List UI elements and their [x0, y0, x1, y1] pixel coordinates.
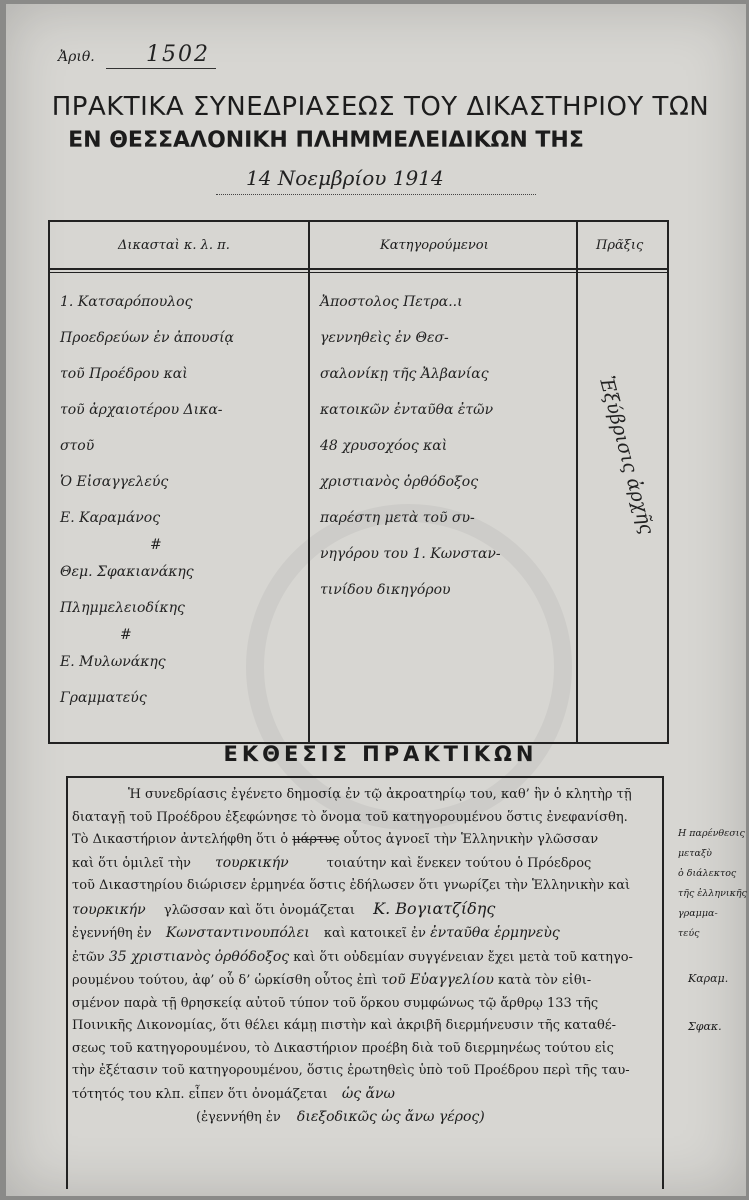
body-line [72, 898, 656, 923]
accused-line: κατοικῶν ἐνταῦθα ἐτῶν [320, 402, 494, 418]
judge-line: Θεμ. Σφακιανάκης [60, 564, 194, 580]
case-table [48, 220, 669, 744]
column-header-act: Πρᾶξις [596, 238, 644, 253]
accused-line: χριστιανὸς ὀρθόδοξος [320, 474, 479, 490]
judge-line: Ε. Καραμάνος [60, 510, 161, 526]
body-line [72, 1106, 656, 1130]
margin-line: τῆς ἑλληνικῆς [678, 888, 747, 899]
body-line: τοῦ Δικαστηρίου διώρισεν ἑρμηνέα ὅστις ἐδήλωσεν ὅτι γνωρίζει τὴν Ἑλληνικὴν καὶ [72, 878, 631, 893]
margin-line: τεύς [678, 928, 700, 939]
body-text: καὶ ὅτι ὁμιλεῖ τὴν [72, 855, 191, 871]
body-text: καὶ ὅτι οὐδεμίαν συγγένειαν ἔχει μετὰ τοῦ κατηγο- [293, 949, 633, 965]
body-text: τοιαύτην καὶ ἕνεκεν τούτου ὁ Πρόεδρος [326, 855, 592, 871]
body-text: (ἐγεννήθη ἐν [196, 1110, 281, 1125]
section-rule [66, 776, 664, 778]
record-number: 1502 [146, 42, 210, 67]
margin-signature: Σφακ. [688, 1020, 722, 1033]
body-line: τὴν ἐξέτασιν τοῦ κατηγορουμένου, ὅστις ἐρωτηθεὶς ὑπὸ τοῦ Προέδρου περὶ τῆς ταυ- [72, 1063, 630, 1078]
judge-line: τοῦ Προέδρου καὶ [60, 366, 188, 382]
date-dotted-line [216, 194, 536, 195]
body-line [72, 922, 656, 946]
accused-line: σαλονίκῃ τῆς Ἀλβανίας [320, 366, 489, 382]
residence: ἐνταῦθα ἑρμηνεὺς [430, 925, 560, 941]
title-line-2: ΕΝ ΘΕΣΣΑΛΟΝΙΚΗ ΠΛΗΜΜΕΛΕΙΔΙΚΩΝ ΤΗΣ [68, 128, 584, 153]
separator-mark: # [120, 627, 132, 643]
act-charge: Ἐξύβρισις ἀρχῆς [594, 374, 659, 537]
accused-line: παρέστη μετὰ τοῦ συ- [320, 510, 475, 526]
body-line: σμένον παρὰ τῇ θρησκείᾳ αὐτοῦ τύπον τοῦ ὅρκου συμφώνως τῷ ἄρθρῳ 133 τῆς [72, 995, 599, 1011]
accused-line: γεννηθεὶς ἐν Θεσ- [320, 330, 449, 346]
body-text: οὗτος ἀγνοεῖ τὴν Ἑλληνικὴν γλῶσσαν [343, 832, 599, 847]
column-header-judges: Δικασταὶ κ. λ. π. [118, 238, 230, 253]
body-line: Ἡ συνεδρίασις ἐγένετο δημοσίᾳ ἐν τῷ ἀκροατηρίῳ του, καθ’ ἣν ὁ κλητὴρ τῇ [128, 787, 632, 802]
body-text: καὶ κατοικεῖ ἐν [323, 926, 426, 941]
judge-line: Προεδρεύων ἐν ἀπουσίᾳ [60, 330, 235, 346]
body-line [72, 946, 656, 970]
session-date: 14 Νοεμβρίου 1914 [246, 166, 444, 190]
struck-word: μάρτυς [292, 832, 340, 847]
judge-line: 1. Κατσαρόπουλος [60, 294, 193, 310]
judge-line: Γραμματεύς [60, 690, 147, 706]
section-heading: ΕΚΘΕΣΙΣ ΠΡΑΚΤΙΚΩΝ [223, 742, 538, 766]
age-religion: 35 χριστιανὸς ὀρθόδοξος [108, 948, 290, 965]
body-line: διαταγῇ τοῦ Προέδρου ἐξεφώνησε τὸ ὄνομα τοῦ κατηγορουμένου ὅστις ἐνεφανίσθη. [72, 809, 628, 825]
left-border [66, 777, 68, 1189]
margin-line: Η παρένθεσις [678, 828, 745, 839]
number-underline [106, 68, 216, 69]
judge-line: στοῦ [60, 438, 95, 454]
body-text: ἐγεννήθη ἐν [72, 926, 152, 941]
body-text: γλῶσσαν καὶ ὅτι ὀνομάζεται [163, 902, 355, 918]
body-text: ρουμένου τούτου, ἀφ’ οὗ δ’ ὡρκίσθη οὗτος ἐπὶ τ [72, 973, 389, 988]
body-text: ἐτῶν [72, 949, 105, 965]
judge-line: Ὁ Εἰσαγγελεύς [60, 474, 169, 490]
accused-name-ref: ὡς ἄνω [341, 1085, 395, 1102]
header-rule [50, 268, 667, 270]
right-border [662, 777, 664, 1189]
separator-mark: # [150, 537, 162, 553]
judges-cell [60, 284, 304, 716]
birthplace: Κωνσταντινουπόλει [165, 925, 310, 941]
document-page [6, 4, 746, 1196]
accused-line: τινίδου δικηγόρου [320, 582, 451, 598]
column-header-accused: Κατηγορούμενοι [380, 238, 489, 253]
accused-line: 48 χρυσοχόος καὶ [320, 438, 448, 454]
body-text: Τὸ Δικαστήριον ἀντελήφθη ὅτι ὁ [72, 832, 289, 847]
number-label: Ἀριθ. [58, 49, 95, 65]
title-line-1: ΠΡΑΚΤΙΚΑ ΣΥΝΕΔΡΙΑΣΕΩΣ ΤΟΥ ΔΙΚΑΣΤΗΡΙΟΥ ΤΩΝ [51, 92, 710, 122]
oath-book: οῦ Εὐαγγελίου [388, 972, 494, 988]
body-line [72, 829, 656, 852]
accused-line: νηγόρου του 1. Κωνσταν- [320, 546, 501, 562]
accused-line: Ἀποστολος Πετρα..ι [320, 294, 463, 310]
margin-line: γραμμα- [678, 908, 718, 919]
body-line: σεως τοῦ κατηγορουμένου, τὸ Δικαστήριον προέβη διὰ τοῦ διερμηνέως τούτου εἰς [72, 1040, 614, 1056]
body-text: κατὰ τὸν εἰθι- [497, 973, 592, 988]
column-divider [576, 222, 578, 742]
body-text: τότητός του κλπ. εἶπεν ὅτι ὀνομάζεται [72, 1086, 328, 1102]
body-line [72, 969, 656, 993]
margin-annotation [678, 824, 748, 944]
header-rule [50, 272, 667, 273]
margin-line: ὁ διάλεκτος [678, 868, 737, 879]
judge-line: Πλημμελειοδίκης [60, 600, 185, 616]
body-line [72, 852, 656, 876]
body-line: Ποινικῆς Δικονομίας, ὅτι θέλει κάμῃ πιστὴν καὶ ἀκριβῆ διερμήνευσιν τῆς καταθέ- [72, 1018, 616, 1033]
margin-line: μεταξὺ [678, 848, 712, 859]
interpreter-name: Κ. Βογιατζίδης [373, 898, 496, 918]
body-line [72, 1083, 656, 1107]
accused-cell [320, 284, 572, 608]
handwritten-language: τουρκικήν [72, 901, 146, 918]
minutes-body [72, 784, 656, 1130]
margin-signature: Καραμ. [688, 972, 729, 985]
column-divider [308, 222, 310, 742]
judge-line: τοῦ ἀρχαιοτέρου Δικα- [60, 402, 223, 418]
judge-line: Ε. Μυλωνάκης [60, 654, 166, 670]
birth-note: διεξοδικῶς ὡς ἄνω γέρος) [296, 1109, 485, 1125]
handwritten-language: τουρκικήν [214, 854, 289, 871]
